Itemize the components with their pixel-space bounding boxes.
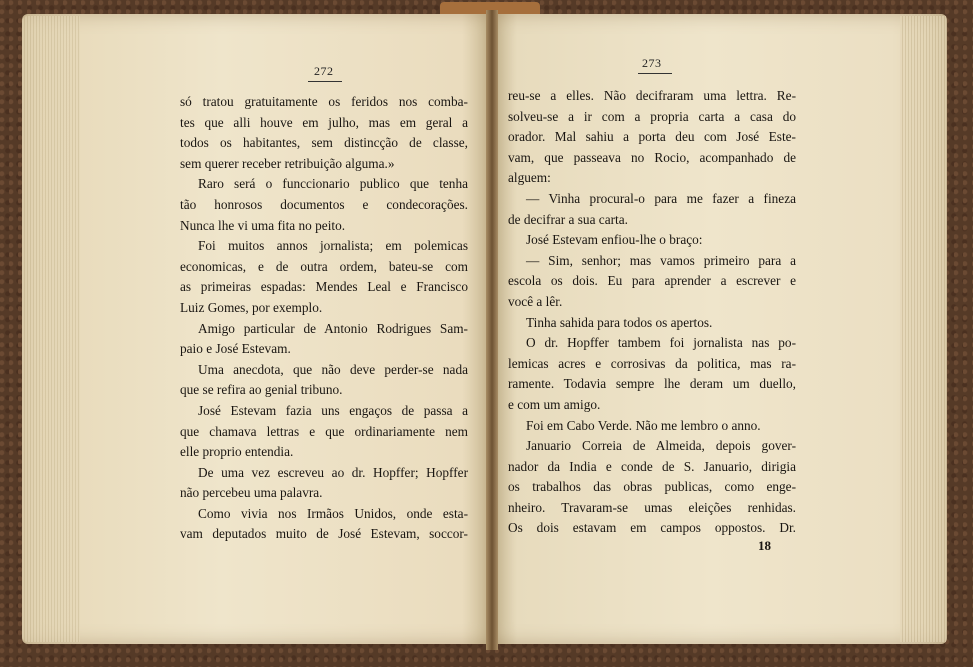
text-line: Luiz Gomes, por exemplo. [180, 299, 323, 315]
text-line: que chamava lettras e que ordinariamente nem [180, 423, 468, 439]
text-line: José Estevam fazia uns engaços de passa a [198, 402, 468, 418]
text-line: Os dois estavam em campos oppostos. Dr. [508, 520, 796, 536]
left-page-number-rule [308, 81, 342, 82]
left-page-number-text: 272 [314, 64, 334, 78]
text-line: as primeiras espadas: Mendes Leal e Francisco [180, 279, 468, 295]
text-line: Amigo particular de Antonio Rodrigues Sam- [198, 320, 468, 336]
text-line: paio e José Estevam. [180, 341, 291, 357]
text-line: Tinha sahida para todos os apertos. [526, 314, 713, 330]
text-line: Nunca lhe vi uma fita no peito. [180, 217, 346, 233]
left-page-number [314, 64, 342, 82]
text-line: De uma vez escreveu ao dr. Hopffer; Hopffer [198, 464, 468, 480]
text-line: alguem: [508, 170, 551, 186]
text-line: lemicas acres e corrosivas da politica, mas ra- [508, 355, 796, 371]
text-line: economicas, e de outra ordem, bateu-se com [180, 258, 468, 274]
right-page-number-text: 273 [642, 56, 662, 70]
text-line: O dr. Hopffer tambem foi jornalista nas po- [526, 335, 796, 351]
text-line: nador da India e conde de S. Januario, dirigia [508, 458, 796, 474]
text-line: escola os dois. Eu para aprender a escrever e [508, 273, 796, 289]
text-line: sem querer receber retribuição alguma.» [180, 155, 395, 171]
text-line: — Vinha procural-o para me fazer a fineza [526, 190, 796, 206]
text-line: você a lêr. [508, 293, 563, 309]
text-line: — Sim, senhor; mas vamos primeiro para a [526, 252, 796, 268]
text-line: os trabalhos das obras publicas, como enge- [508, 479, 796, 495]
text-line: tes que alli houve em julho, mas em geral a [180, 114, 468, 130]
text-line: de decifrar a sua carta. [508, 211, 628, 227]
text-line: Raro será o funccionario publico que tenha [198, 176, 468, 192]
text-line: vam deputados muito de José Estevam, soccor- [180, 526, 468, 542]
text-line: vam, que passeava no Rocio, acompanhado de [508, 149, 796, 165]
text-line: não percebeu uma palavra. [180, 485, 323, 501]
text-line: Januario Correia de Almeida, depois gover- [526, 438, 796, 454]
left-page-edges [22, 16, 80, 642]
text-line: reu-se a elles. Não decifraram uma lettra. Re- [508, 88, 796, 103]
text-line: Foi muitos annos jornalista; em polemicas [198, 238, 468, 254]
right-page-number-rule [638, 73, 672, 74]
signature-mark: 18 [758, 538, 771, 553]
text-line: Como vivia nos Irmãos Unidos, onde esta- [198, 505, 468, 521]
text-line: Uma anecdota, que não deve perder-se nada [198, 361, 468, 377]
right-page-text [508, 86, 796, 539]
text-line: só tratou gratuitamente os feridos nos comba- [180, 94, 468, 109]
text-line: que se refira ao genial tribuno. [180, 382, 343, 398]
book-gutter [486, 10, 498, 650]
text-line: todos os habitantes, sem distincção de classe, [180, 135, 468, 151]
text-line: Foi em Cabo Verde. Não me lembro o anno. [526, 417, 761, 433]
right-page-edges [900, 16, 946, 642]
text-line: ramente. Todavia sempre lhe deram um duello, [508, 376, 796, 392]
text-line: José Estevam enfiou-lhe o braço: [526, 232, 703, 248]
text-line: elle proprio entendia. [180, 444, 294, 460]
text-line: orador. Mal sahiu a porta deu com José Este- [508, 129, 796, 145]
text-line: tão honrosos documentos e condecorações. [180, 196, 468, 212]
text-line: nheiro. Travaram-se umas eleições renhidas. [508, 499, 796, 515]
left-page-text [180, 92, 468, 545]
right-page-number [642, 56, 672, 74]
text-line: solveu-se a ir com a propria carta a casa do [508, 108, 796, 124]
text-line: e com um amigo. [508, 396, 601, 412]
